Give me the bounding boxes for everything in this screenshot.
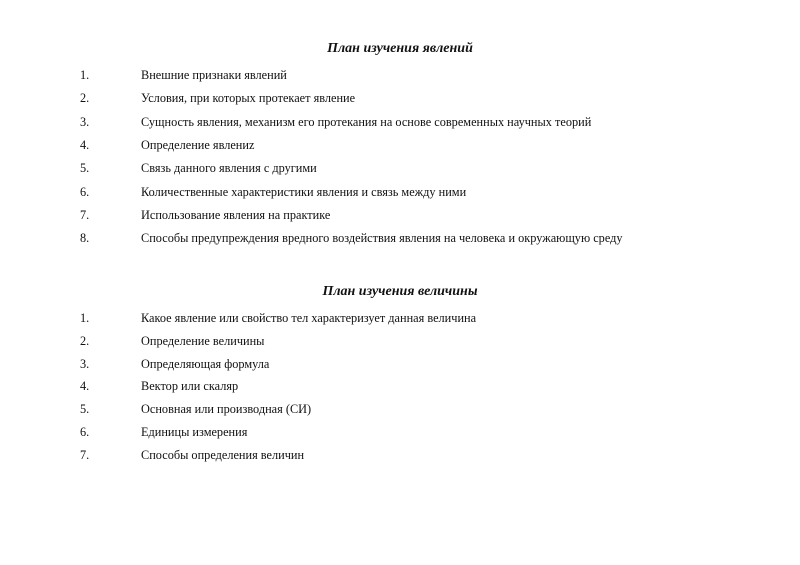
- list-item-number: 8.: [80, 231, 90, 246]
- list-item-text: Использование явления на практике: [141, 207, 331, 222]
- list-item-number: 5.: [80, 402, 90, 417]
- list-item-text: Связь данного явления с другими: [141, 161, 317, 176]
- list-item-text: Определяющая формула: [141, 356, 270, 371]
- list-item-text: Единицы измерения: [141, 425, 248, 439]
- list-item-number: 3.: [80, 356, 90, 371]
- list-item-number: 6.: [80, 184, 90, 199]
- list-item-number: 4.: [80, 379, 90, 394]
- list-item-number: 7.: [80, 207, 90, 222]
- list-item-text: Способы предупреждения вредного воздействия явления на человека и окружающую среду: [141, 231, 623, 246]
- list-item-text: Условия, при которых протекает явление: [141, 91, 356, 106]
- list-item-number: 4.: [80, 137, 90, 152]
- list-item-text: Сущность явления, механизм его протекания на основе современных научных теорий: [141, 114, 592, 129]
- list-item-number: 1.: [80, 311, 90, 325]
- list-item-number: 2.: [80, 333, 90, 348]
- list-item-text: Определение величины: [141, 333, 265, 348]
- list-item-number: 1.: [80, 68, 90, 82]
- list-item-text: Способы определения величин: [141, 447, 305, 462]
- list-item-number: 3.: [80, 114, 90, 129]
- list-item-text: Основная или производная (СИ): [141, 402, 312, 417]
- list-item-number: 2.: [80, 91, 90, 106]
- list-item-text: Определение явлениz: [141, 137, 255, 152]
- list-item-number: 6.: [80, 425, 90, 439]
- list-item-number: 7.: [80, 447, 90, 462]
- section-title-phenomena: План изучения явлений: [327, 41, 473, 56]
- section-title-quantity: План изучения величины: [322, 284, 478, 299]
- list-item-number: 5.: [80, 161, 90, 176]
- list-item-text: Количественные характеристики явления и связь между ними: [141, 184, 467, 199]
- list-item-text: Какое явление или свойство тел характеризует данная величина: [141, 311, 477, 325]
- list-item-text: Внешние признаки явлений: [141, 68, 287, 82]
- list-item-text: Вектор или скаляр: [141, 379, 239, 394]
